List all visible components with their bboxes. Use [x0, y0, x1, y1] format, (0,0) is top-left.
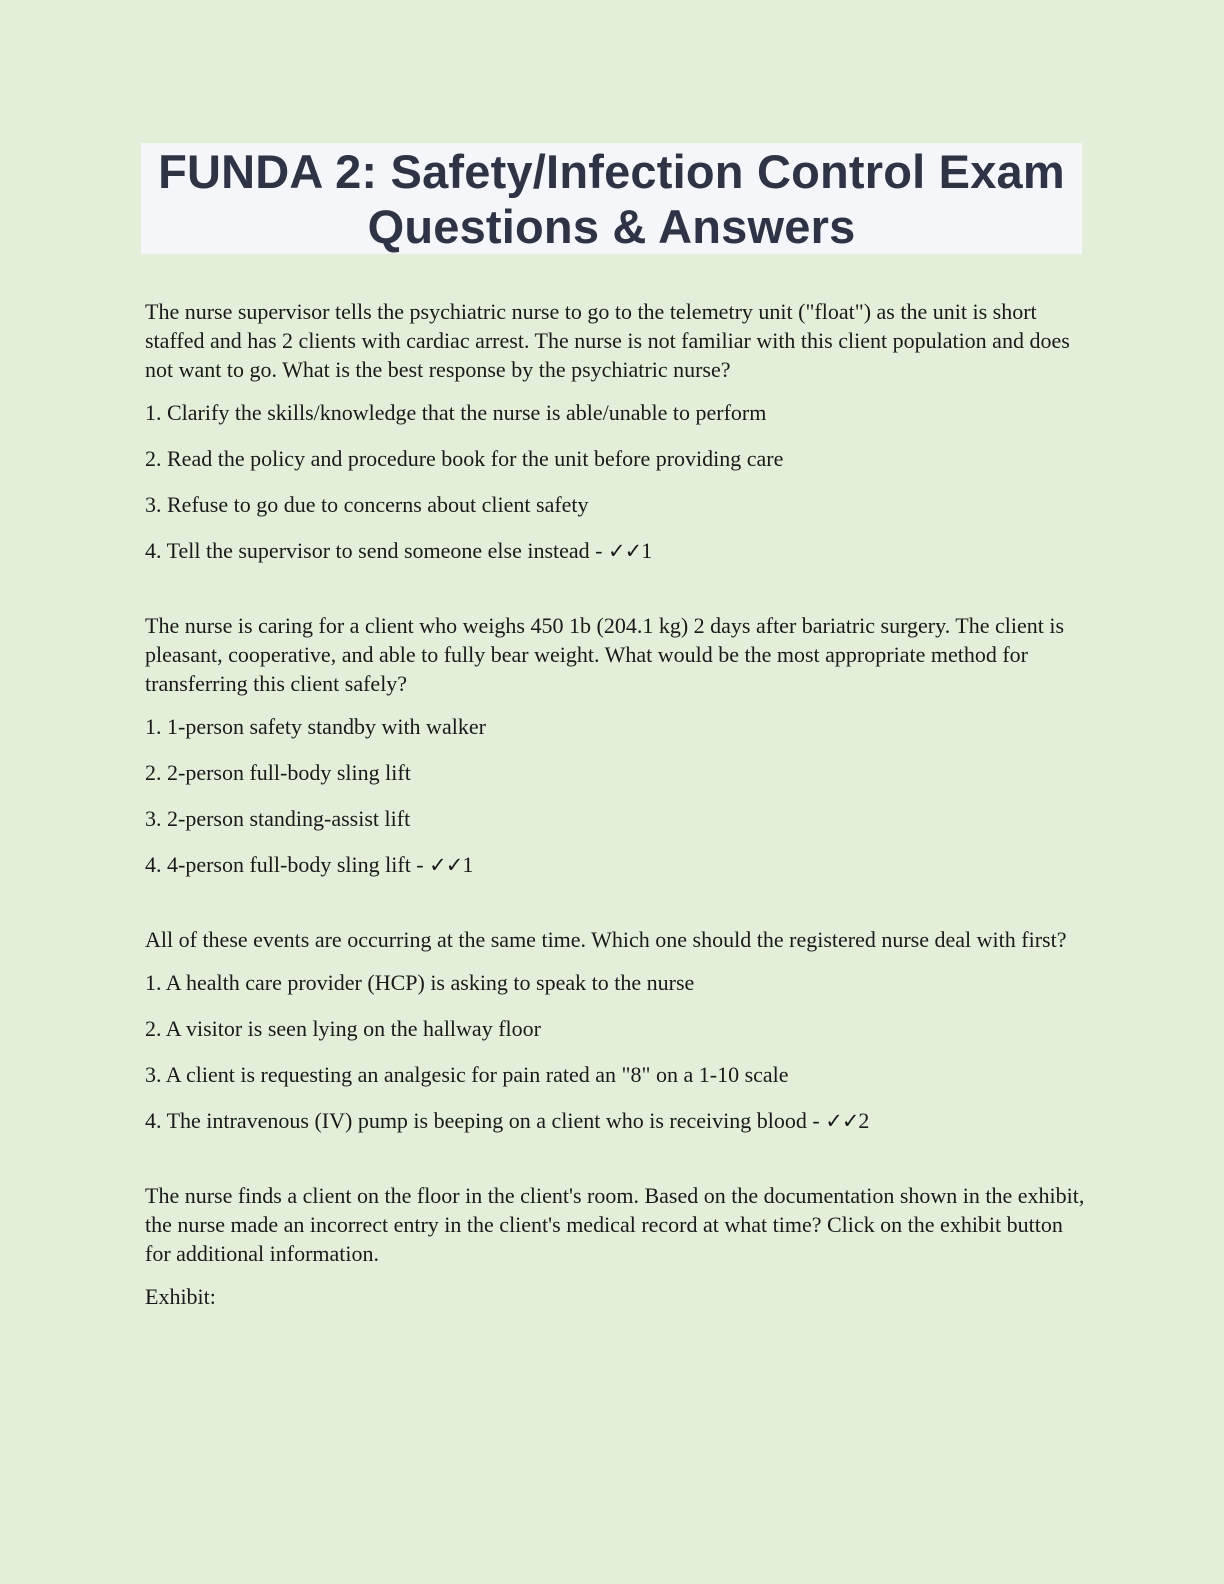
answer-option: 1. A health care provider (HCP) is asking to speak to the nurse: [145, 970, 695, 995]
answer-option-with-key: [145, 1106, 1085, 1136]
answer-option-with-key: [145, 536, 1085, 566]
correct-answer: 1: [641, 538, 653, 563]
answer-option: 3. Refuse to go due to concerns about client safety: [145, 492, 589, 517]
document-body: [145, 297, 1085, 1356]
double-check-icon: ✓✓: [429, 853, 463, 877]
question-4: [145, 1181, 1085, 1311]
question-stem: The nurse supervisor tells the psychiatric nurse to go to the telemetry unit ("float") as the unit is short staffed and has 2 clients with cardiac arrest. The nurse is not familiar with this client population and does not want to go. What is the best response by the psychiatric nurse?: [145, 299, 1070, 382]
answer-option-text: 4. 4-person full-body sling lift -: [145, 852, 430, 877]
answer-option: 1. 1-person safety standby with walker: [145, 714, 486, 739]
answer-option-text: 4. Tell the supervisor to send someone else instead -: [145, 538, 609, 563]
question-1: [145, 297, 1085, 566]
answer-option: 2. A visitor is seen lying on the hallway floor: [145, 1016, 541, 1041]
answer-option: 1. Clarify the skills/knowledge that the nurse is able/unable to perform: [145, 400, 767, 425]
answer-option: 3. A client is requesting an analgesic for pain rated an "8" on a 1-10 scale: [145, 1062, 789, 1087]
title-banner: [141, 143, 1082, 254]
question-stem: All of these events are occurring at the same time. Which one should the registered nurse deal with first?: [145, 927, 1067, 952]
answer-option: 2. Read the policy and procedure book for the unit before providing care: [145, 446, 784, 471]
answer-option-with-key: [145, 850, 1085, 880]
answer-option: 2. 2-person full-body sling lift: [145, 760, 411, 785]
correct-answer: 1: [462, 852, 474, 877]
double-check-icon: ✓✓: [825, 1109, 859, 1133]
question-stem: The nurse finds a client on the floor in the client's room. Based on the documentation shown in the exhibit, the nurse made an incorrect entry in the client's medical record at what time? Click on the exhibit button for additional information.: [145, 1183, 1085, 1266]
question-3: [145, 925, 1085, 1136]
answer-option: 3. 2-person standing-assist lift: [145, 806, 411, 831]
question-2: [145, 611, 1085, 880]
document-title: FUNDA 2: Safety/Infection Control Exam Questions & Answers: [158, 145, 1065, 253]
double-check-icon: ✓✓: [608, 539, 642, 563]
correct-answer: 2: [858, 1108, 870, 1133]
exhibit-label: Exhibit:: [145, 1284, 216, 1309]
question-stem: The nurse is caring for a client who weighs 450 1b (204.1 kg) 2 days after bariatric surgery. The client is pleasant, cooperative, and able to fully bear weight. What would be the most appropriate method for transferring this client safely?: [145, 613, 1065, 696]
answer-option-text: 4. The intravenous (IV) pump is beeping on a client who is receiving blood -: [145, 1108, 826, 1133]
